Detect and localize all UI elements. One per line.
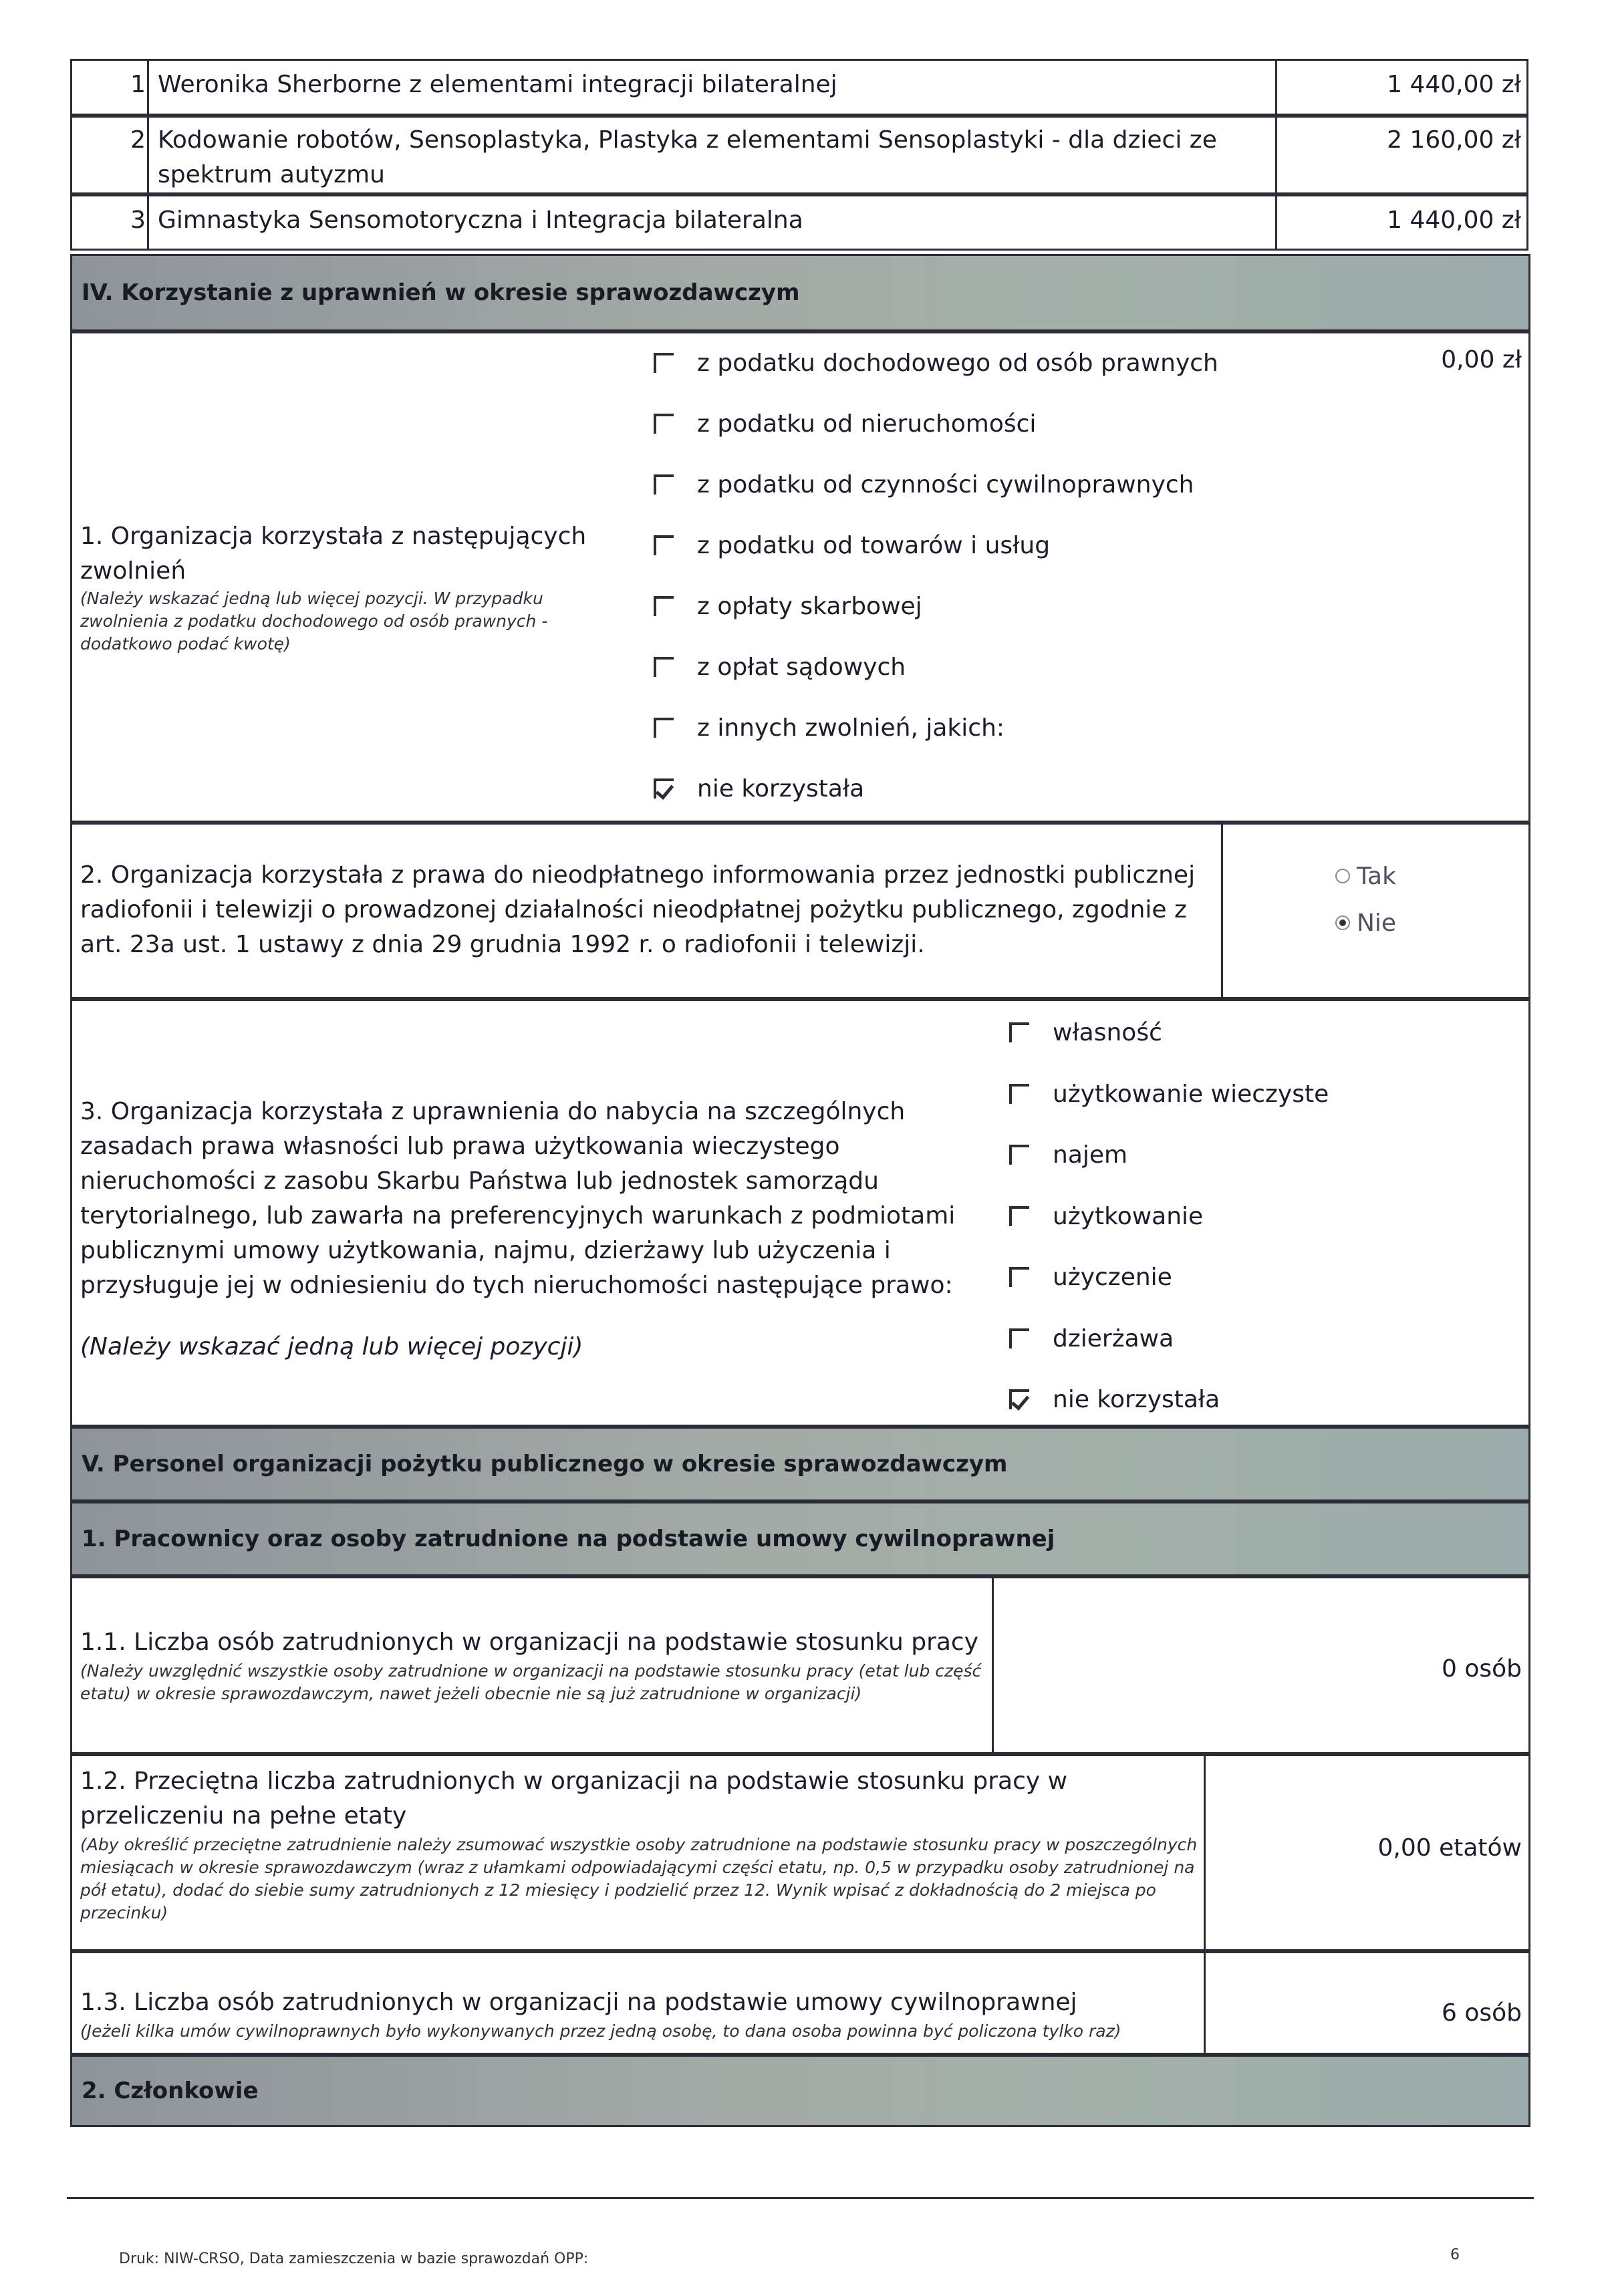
page-number: 6 (1450, 2247, 1460, 2263)
table-row (70, 59, 1528, 116)
employees-label: 1.1. Liczba osób zatrudnionych w organizacji na podstawie stosunku pracy (80, 1628, 979, 1656)
column-divider (1204, 1754, 1206, 1951)
checkbox-label: z opłaty skarbowej (697, 593, 922, 620)
radio-nie[interactable] (1335, 915, 1350, 930)
row-amount: 1 440,00 zł (1387, 71, 1521, 98)
column-divider (147, 59, 149, 251)
checkbox-label: z podatku od nieruchomości (697, 410, 1037, 438)
subsection-header: 2. Członkowie (70, 2055, 1530, 2127)
civil-contracts-row (70, 1951, 1530, 2055)
checkbox-label: dzierżawa (1053, 1324, 1174, 1352)
row-number: 1 (130, 71, 146, 98)
column-divider (992, 1576, 994, 1754)
checkbox[interactable] (654, 778, 674, 799)
fte-row (70, 1754, 1530, 1951)
property-label: 3. Organizacja korzystała z uprawnienia do nabycia na szczególnych zasadach prawa własności lub prawa użytkowania wieczystego nieruchomości z zasobu Skarbu Państwa lub jednostek samorządu terytorialnego, lub zawarła na preferencyjnych warunkach z podmiotami publicznymi umowy użytkowania, najmu, dzierżawy lub użyczenia i przysługuje jej w odniesieniu do tych nieruchomości następujące prawo: (80, 1098, 956, 1299)
checkbox-label: z opłat sądowych (697, 654, 906, 681)
checkbox-label: użyczenie (1053, 1264, 1172, 1291)
table-row (70, 116, 1528, 194)
section-header: V. Personel organizacji pożytku publicznego w okresie sprawozdawczym (70, 1427, 1530, 1501)
footer-rule (67, 2197, 1534, 2199)
exemptions-label: 1. Organizacja korzystała z następujących zwolnień (80, 523, 587, 585)
checkbox[interactable] (1009, 1022, 1029, 1042)
checkbox[interactable] (1009, 1206, 1029, 1226)
checkbox-label: nie korzystała (697, 775, 865, 803)
checkbox-label: najem (1053, 1141, 1128, 1169)
media-answer-cell (1221, 823, 1530, 999)
civil-contracts-label: 1.3. Liczba osób zatrudnionych w organizacji na podstawie umowy cywilnoprawnej (80, 1989, 1077, 2016)
row-name: Weronika Sherborne z elementami integracji bilateralnej (158, 71, 837, 98)
checkbox-label: z podatku od czynności cywilnoprawnych (697, 471, 1194, 498)
row-name: Gimnastyka Sensomotoryczna i Integracja bilateralna (158, 206, 803, 234)
checkbox[interactable] (654, 657, 674, 677)
media-question-label: 2. Organizacja korzystała z prawa do nieodpłatnego informowania przez jednostki publicznej radiofonii i telewizji o prowadzonej działalności nieodpłatnej pożytku publicznego, zgodnie z art. 23a ust. 1 ustawy z dnia 29 grudnia 1992 r. o radiofonii i telewizji. (80, 861, 1196, 958)
row-amount: 2 160,00 zł (1387, 126, 1521, 154)
checkbox[interactable] (1009, 1389, 1029, 1409)
checkbox[interactable] (654, 414, 674, 434)
row-amount: 1 440,00 zł (1387, 206, 1521, 234)
checkbox[interactable] (1009, 1328, 1029, 1348)
fte-value: 0,00 etatów (1377, 1834, 1522, 1862)
checkbox[interactable] (654, 474, 674, 494)
fte-note: (Aby określić przeciętne zatrudnienie należy zsumować wszystkie osoby zatrudnione na podstawie stosunku pracy w poszczególnych miesiącach w okresie sprawozdawczym (wraz z ułamkami odpowiadającymi części etatu, np. 0,5 w przypadku osoby zatrudnionej na pół etatu), dodać do siebie sumy zatrudnionych z 12 miesięcy i podzielić przez 12. Wynik wpisać z dokładnością do 2 miejsca po przecinku) (80, 1835, 1198, 1922)
checkbox[interactable] (654, 353, 674, 373)
column-divider (1204, 1951, 1206, 2055)
footer-text: Druk: NIW-CRSO, Data zamieszczenia w bazie sprawozdań OPP: (119, 2251, 589, 2267)
checkbox-label: z podatku od towarów i usług (697, 532, 1051, 559)
checkbox-label: użytkowanie (1053, 1202, 1204, 1230)
checkbox-label: z innych zwolnień, jakich: (697, 714, 1005, 742)
checkbox[interactable] (654, 535, 674, 555)
radio-tak-label: Tak (1357, 863, 1396, 890)
checkbox[interactable] (1009, 1145, 1029, 1165)
radio-nie-label: Nie (1357, 909, 1397, 937)
section-header: IV. Korzystanie z uprawnień w okresie sprawozdawczym (70, 254, 1530, 331)
employees-row (70, 1576, 1530, 1754)
civil-contracts-value: 6 osób (1441, 1999, 1522, 2027)
table-row (70, 194, 1528, 251)
property-section (70, 999, 1530, 1427)
checkbox-label: nie korzystała (1053, 1386, 1220, 1413)
checkbox[interactable] (1009, 1267, 1029, 1287)
fte-label: 1.2. Przeciętna liczba zatrudnionych w organizacji na podstawie stosunku pracy w przeliczeniu na pełne etaty (80, 1767, 1068, 1830)
checkbox-label: użytkowanie wieczyste (1053, 1080, 1329, 1108)
row-name: Kodowanie robotów, Sensoplastyka, Plastyka z elementami Sensoplastyki - dla dzieci ze spektrum autyzmu (158, 126, 1217, 188)
employees-value: 0 osób (1441, 1655, 1522, 1683)
exemptions-amount: 0,00 zł (1441, 346, 1522, 374)
row-number: 2 (130, 126, 146, 154)
row-number: 3 (130, 206, 146, 234)
employees-note: (Należy uwzględnić wszystkie osoby zatrudnione w organizacji na podstawie stosunku pracy (etat lub część etatu) w okresie sprawozdawczym, nawet jeżeli obecnie nie są już zatrudnione w organizacji) (80, 1661, 982, 1703)
checkbox-label: własność (1053, 1019, 1162, 1046)
radio-tak[interactable] (1335, 869, 1350, 883)
subsection-header: 1. Pracownicy oraz osoby zatrudnione na podstawie umowy cywilnoprawnej (70, 1501, 1530, 1576)
property-note: (Należy wskazać jedną lub więcej pozycji) (80, 1333, 583, 1360)
checkbox[interactable] (1009, 1084, 1029, 1104)
media-question (70, 823, 1223, 999)
checkbox[interactable] (654, 596, 674, 616)
checkbox-label: z podatku dochodowego od osób prawnych (697, 349, 1218, 377)
exemptions-note: (Należy wskazać jedną lub więcej pozycji. W przypadku zwolnienia z podatku dochodowego od osób prawnych - dodatkowo podać kwotę) (80, 589, 548, 654)
checkbox[interactable] (654, 718, 674, 738)
civil-contracts-note: (Jeżeli kilka umów cywilnoprawnych było wykonywanych przez jedną osobę, to dana osoba powinna być policzona tylko raz) (80, 2021, 1121, 2041)
exemptions-section (70, 331, 1530, 823)
column-divider (1275, 59, 1277, 251)
